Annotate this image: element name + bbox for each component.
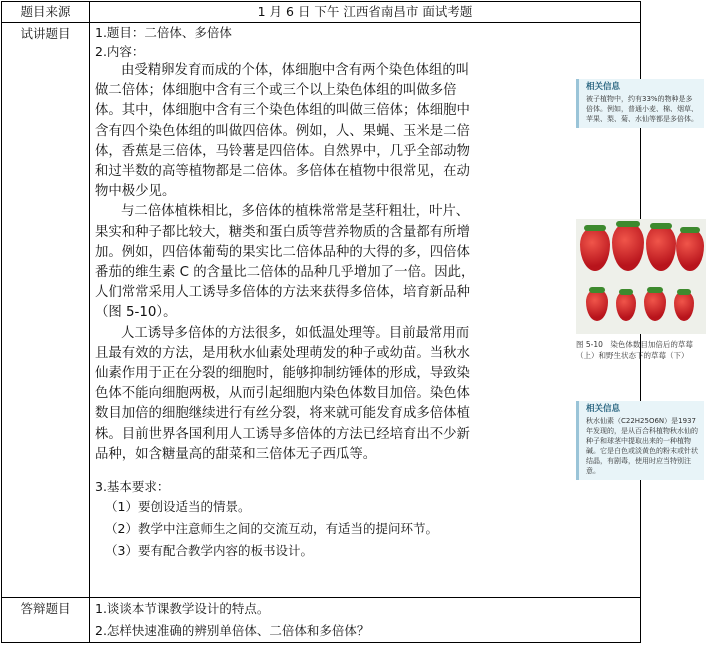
topic-line: 1.题目：二倍体、多倍体 <box>95 25 232 40</box>
content-label: 2.内容： <box>95 44 145 59</box>
info-box-title: 相关信息 <box>586 82 621 92</box>
defense-content <box>90 598 641 643</box>
source-row <box>2 2 641 23</box>
source-value: 1 月 6 日 下午 江西省南昌市 面试考题 <box>90 2 641 23</box>
paragraph-3: 人工诱导多倍体的方法很多，如低温处理等。目前最常用而且最有效的方法，是用秋水仙素处理萌发的种子或幼苗。当秋水仙素作用于正在分裂的细胞时，能够抑制纺锤体的形成，导致染色体不能向细胞两极，从而引起细胞内染色体数目加倍。染色体数目加倍的细胞继续进行有丝分裂，将来就可能发育成多倍体植株。目前世界各国利用人工诱导多倍体的方法已经培育出不少新品种，如含糖量高的甜菜和三倍体无子西瓜等。 <box>95 325 470 462</box>
exam-table <box>1 1 698 643</box>
defense-label: 答辩题目 <box>2 598 90 643</box>
question-2: 2.怎样快速准确的辨别单倍体、二倍体和多倍体？ <box>95 623 370 638</box>
strawberry-photo <box>576 219 706 334</box>
paragraph-1: 由受精卵发育而成的个体，体细胞中含有两个染色体组的叫做二倍体；体细胞中含有三个或三个以上染色体组的叫做多倍体。其中，体细胞中含有三个染色体组的叫做三倍体；体细胞中含有四个染色体组的叫做四倍体。例如，人、果蝇、玉米是二倍体，香蕉是三倍体，马铃薯是四倍体。自然界中，几乎全部动物和过半数的高等植物都是二倍体。多倍体在植物中很常见，在动物中极少见。 <box>95 63 470 200</box>
requirement-2: （2）教学中注意师生之间的交流互动，有适当的提问环节。 <box>105 521 438 537</box>
info-box-text: 秋水仙素（C22H25O6N）是1937年发现的，是从百合科植物秋水仙的种子和球茎中提取出来的一种植物碱。它是白色或淡黄色的粉末或针状结晶，有剧毒，使用时应当特别注意。 <box>586 417 698 475</box>
info-box-polyploid <box>576 79 704 128</box>
info-box-title: 相关信息 <box>586 404 621 414</box>
source-label: 题目来源 <box>2 2 90 23</box>
info-box-text: 被子植物中，约有33%的物种是多倍体。例如，普通小麦、棉、烟草、苹果、梨、菊、水仙等都是多倍体。 <box>586 95 698 123</box>
requirement-1: （1）要创设适当的情景。 <box>105 499 251 515</box>
figure-caption: 图 5-10 染色体数目加倍后的草莓（上）和野生状态下的草莓（下） <box>576 340 693 360</box>
strawberry-figure <box>576 219 706 361</box>
trial-row <box>2 23 641 598</box>
info-box-colchicine <box>576 401 704 480</box>
requirements-label: 3.基本要求： <box>95 479 170 495</box>
trial-label: 试讲题目 <box>2 23 90 598</box>
paragraph-2: 与二倍体植株相比，多倍体的植株常常是茎秆粗壮，叶片、果实和种子都比较大，糖类和蛋白质等营养物质的含量都有所增加。例如，四倍体葡萄的果实比二倍体品种的大得的多，四倍体番茄的维生素 C 的含量比二倍体的品种几乎增加了一倍。因此，人们常常采用人工诱导多倍体的方法来获得多倍体，培育新品种（图 5-10）。 <box>95 204 475 321</box>
defense-row <box>2 598 641 643</box>
trial-content <box>90 23 698 598</box>
requirement-3: （3）要有配合教学内容的板书设计。 <box>105 543 313 559</box>
question-1: 1.谈谈本节课教学设计的特点。 <box>95 601 270 616</box>
